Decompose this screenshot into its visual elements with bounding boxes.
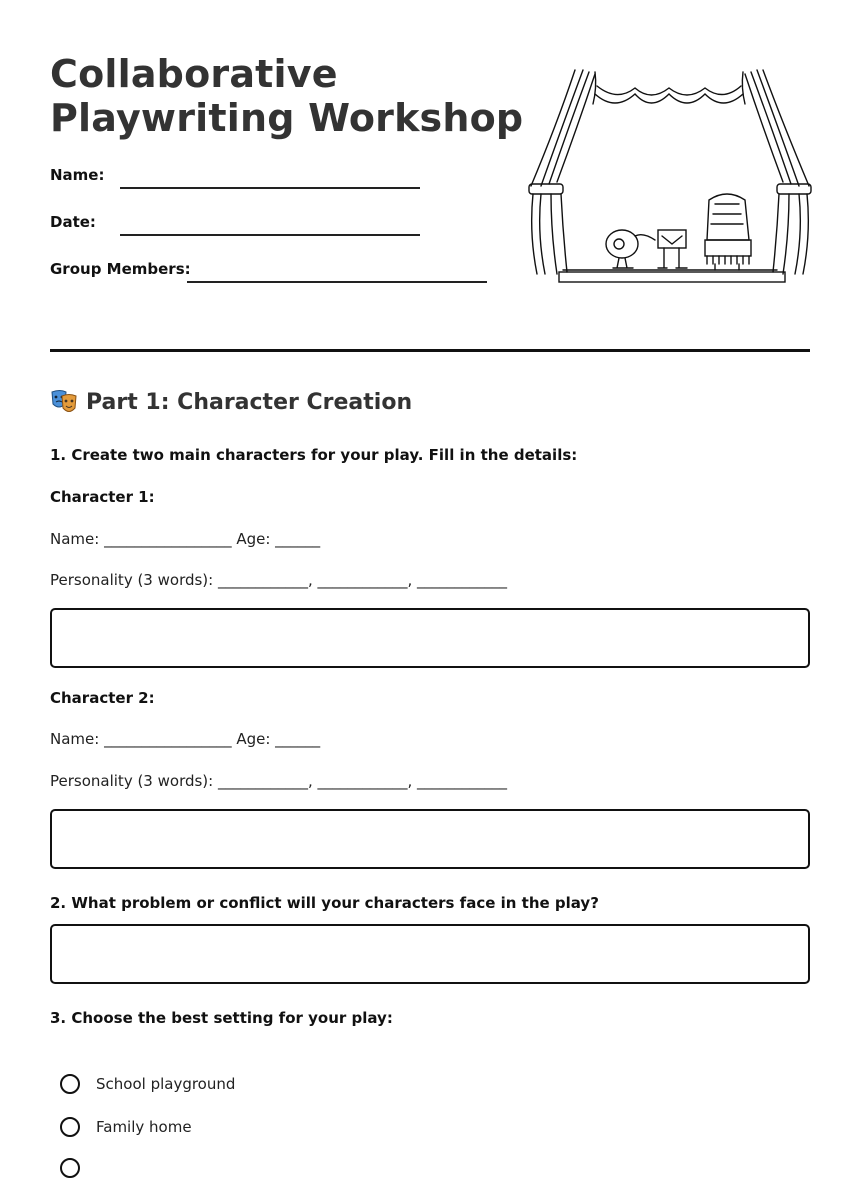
character-2-heading: Character 2: [50, 689, 155, 707]
setting-option-label: School playground [96, 1075, 236, 1093]
setting-option[interactable] [60, 1117, 192, 1137]
radio-button[interactable] [60, 1074, 80, 1094]
date-label: Date: [50, 213, 96, 231]
setting-option-partial[interactable] [60, 1158, 96, 1178]
worksheet-title [50, 52, 523, 140]
theater-masks-icon [50, 388, 78, 416]
character-1-personality[interactable]: Personality (3 words): ____________, ____________, ____________ [50, 571, 508, 589]
radio-button[interactable] [60, 1117, 80, 1137]
name-field[interactable] [120, 187, 420, 189]
title-line-1: Collaborative [50, 52, 338, 96]
section-divider [50, 349, 810, 352]
question-3: 3. Choose the best setting for your play: [50, 1009, 393, 1027]
theater-stage-illustration [527, 64, 813, 286]
title-line-2: Playwriting Workshop [50, 96, 524, 140]
setting-option-label: Family home [96, 1118, 192, 1136]
setting-option[interactable] [60, 1074, 235, 1094]
part1-heading [50, 388, 412, 416]
date-field[interactable] [120, 234, 420, 236]
question-2: 2. What problem or conflict will your characters face in the play? [50, 894, 599, 912]
name-label: Name: [50, 166, 105, 184]
character-2-name-age[interactable]: Name: _________________ Age: ______ [50, 730, 321, 748]
conflict-answer-box[interactable] [50, 924, 810, 984]
character-2-answer-box[interactable] [50, 809, 810, 869]
character-1-answer-box[interactable] [50, 608, 810, 668]
character-2-personality[interactable]: Personality (3 words): ____________, ____________, ____________ [50, 772, 508, 790]
character-1-name-age[interactable]: Name: _________________ Age: ______ [50, 530, 321, 548]
radio-button[interactable] [60, 1158, 80, 1178]
group-members-field[interactable] [187, 281, 487, 283]
question-1: 1. Create two main characters for your play. Fill in the details: [50, 446, 578, 464]
character-1-heading: Character 1: [50, 488, 155, 506]
group-members-label: Group Members: [50, 260, 191, 278]
part1-title: Part 1: Character Creation [86, 389, 413, 415]
